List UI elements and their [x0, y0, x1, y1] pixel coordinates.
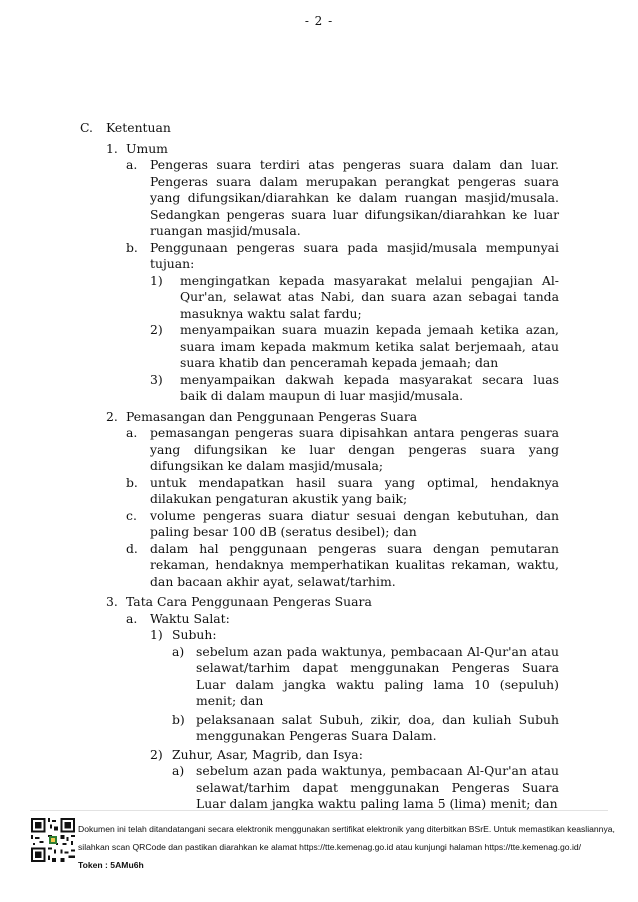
list-item [172, 711, 559, 745]
list-item [172, 763, 559, 813]
list-marker: a. [126, 425, 138, 440]
page-number: - 2 - [304, 14, 334, 28]
list-marker: b. [126, 474, 138, 490]
list-marker: a. [126, 610, 138, 626]
list-marker: b) [172, 711, 185, 727]
item-marker: 2. [106, 408, 118, 424]
document-body [0, 120, 638, 813]
item-title: Tata Cara Penggunaan Pengeras Suara [126, 594, 372, 609]
list-text: Waktu Salat: [150, 610, 230, 626]
item-title: Umum [126, 140, 168, 156]
item-heading [106, 408, 638, 426]
item-marker: 1. [106, 140, 118, 156]
list-item [150, 272, 559, 323]
list-text: Zuhur, Asar, Magrib, dan Isya: [172, 746, 363, 762]
list-marker: a. [126, 157, 138, 172]
list-text: untuk mendapatkan hasil suara yang optimal, hendaknya dilakukan pengaturan akustik yang baik; [150, 474, 559, 506]
list-marker: a) [172, 763, 185, 778]
list-item [150, 746, 638, 764]
list-marker: a) [172, 643, 185, 659]
list-text: sebelum azan pada waktunya, pembacaan Al-Qur'an atau selawat/tarhim dapat menggunakan Pengeras Suara Luar dalam jangka waktu paling lama 10 (sepuluh) menit; dan [196, 643, 559, 708]
list-marker: 3) [150, 371, 163, 387]
footer-line: Dokumen ini telah ditandatangani secara elektronik menggunakan sertifikat elektronik yang diterbitkan BSrE. Untuk memastikan keasliannya, [78, 824, 615, 834]
section-heading [80, 120, 638, 137]
list-text: Pengeras suara terdiri atas pengeras suara dalam dan luar. Pengeras suara dalam merupakan perangkat pengeras suara yang difungsikan/diarahkan ke dalam ruangan masjid/musala. Sedangkan pengeras suara luar difungsikan/diarahkan ke luar ruangan masjid/musala. [150, 157, 559, 238]
list-marker: d. [126, 540, 138, 556]
list-text: Penggunaan pengeras suara pada masjid/musala mempunyai tujuan: [150, 239, 559, 271]
list-text: pemasangan pengeras suara dipisahkan antara pengeras suara yang difungsikan ke luar dengan pengeras suara yang difungsikan ke dalam masjid/musala; [150, 425, 559, 473]
section-title: Ketentuan [106, 120, 171, 135]
list-text: mengingatkan kepada masyarakat melalui pengajian Al-Qur'an, selawat atas Nabi, dan suara azan sebagai tanda masuknya waktu salat fardu; [180, 272, 559, 321]
list-marker: 1) [150, 272, 163, 288]
list-item [150, 627, 638, 644]
footer-text [78, 820, 618, 874]
list-text: menyampaikan dakwah kepada masyarakat secara luas baik di dalam maupun di luar masjid/musala. [180, 371, 559, 403]
item-title: Pemasangan dan Penggunaan Pengeras Suara [126, 408, 418, 424]
list-item [126, 425, 559, 475]
list-item [150, 322, 559, 372]
list-item [126, 474, 559, 508]
list-text: pelaksanaan salat Subuh, zikir, doa, dan kuliah Subuh menggunakan Pengeras Suara Dalam. [196, 711, 559, 743]
footer-line: silahkan scan QRCode dan pastikan diarahkan ke alamat https://tte.kemenag.go.id atau kunjungi halaman https://tte.kemenag.go.id/ [78, 842, 582, 852]
list-marker: b. [126, 239, 138, 255]
footer-token: Token : 5AMu6h [78, 860, 144, 870]
list-marker: c. [126, 507, 137, 523]
list-item [126, 507, 559, 541]
list-item [126, 540, 559, 591]
list-item [126, 610, 559, 628]
list-text: Subuh: [172, 627, 217, 642]
list-marker: 2) [150, 322, 163, 337]
item-heading [106, 140, 638, 158]
list-item [150, 371, 559, 405]
item-heading [106, 594, 638, 611]
section-marker: C. [80, 120, 93, 135]
list-marker: 1) [150, 627, 163, 642]
list-text: menyampaikan suara muazin kepada jemaah ketika azan, suara imam kepada makmum ketika salat berjemaah, atau suara khatib dan penceramah kepada jemaah; dan [180, 322, 559, 370]
list-item [126, 239, 559, 273]
list-text: dalam hal penggunaan pengeras suara dengan pemutaran rekaman, hendaknya memperhatikan kualitas rekaman, waktu, dan bacaan akhir ayat, selawat/tarhim. [150, 540, 559, 589]
list-marker: 2) [150, 746, 163, 762]
item-marker: 3. [106, 594, 118, 609]
list-item [126, 157, 559, 240]
footer-divider [30, 810, 608, 811]
list-text: volume pengeras suara diatur sesuai dengan kebutuhan, dan paling besar 100 dB (seratus desibel); dan [150, 507, 559, 539]
qr-code-icon [31, 818, 75, 862]
list-item [172, 643, 559, 710]
list-text: sebelum azan pada waktunya, pembacaan Al-Qur'an atau selawat/tarhim dapat menggunakan Pengeras Suara Luar dalam jangka waktu paling lama 5 (lima) menit; dan [196, 763, 559, 811]
